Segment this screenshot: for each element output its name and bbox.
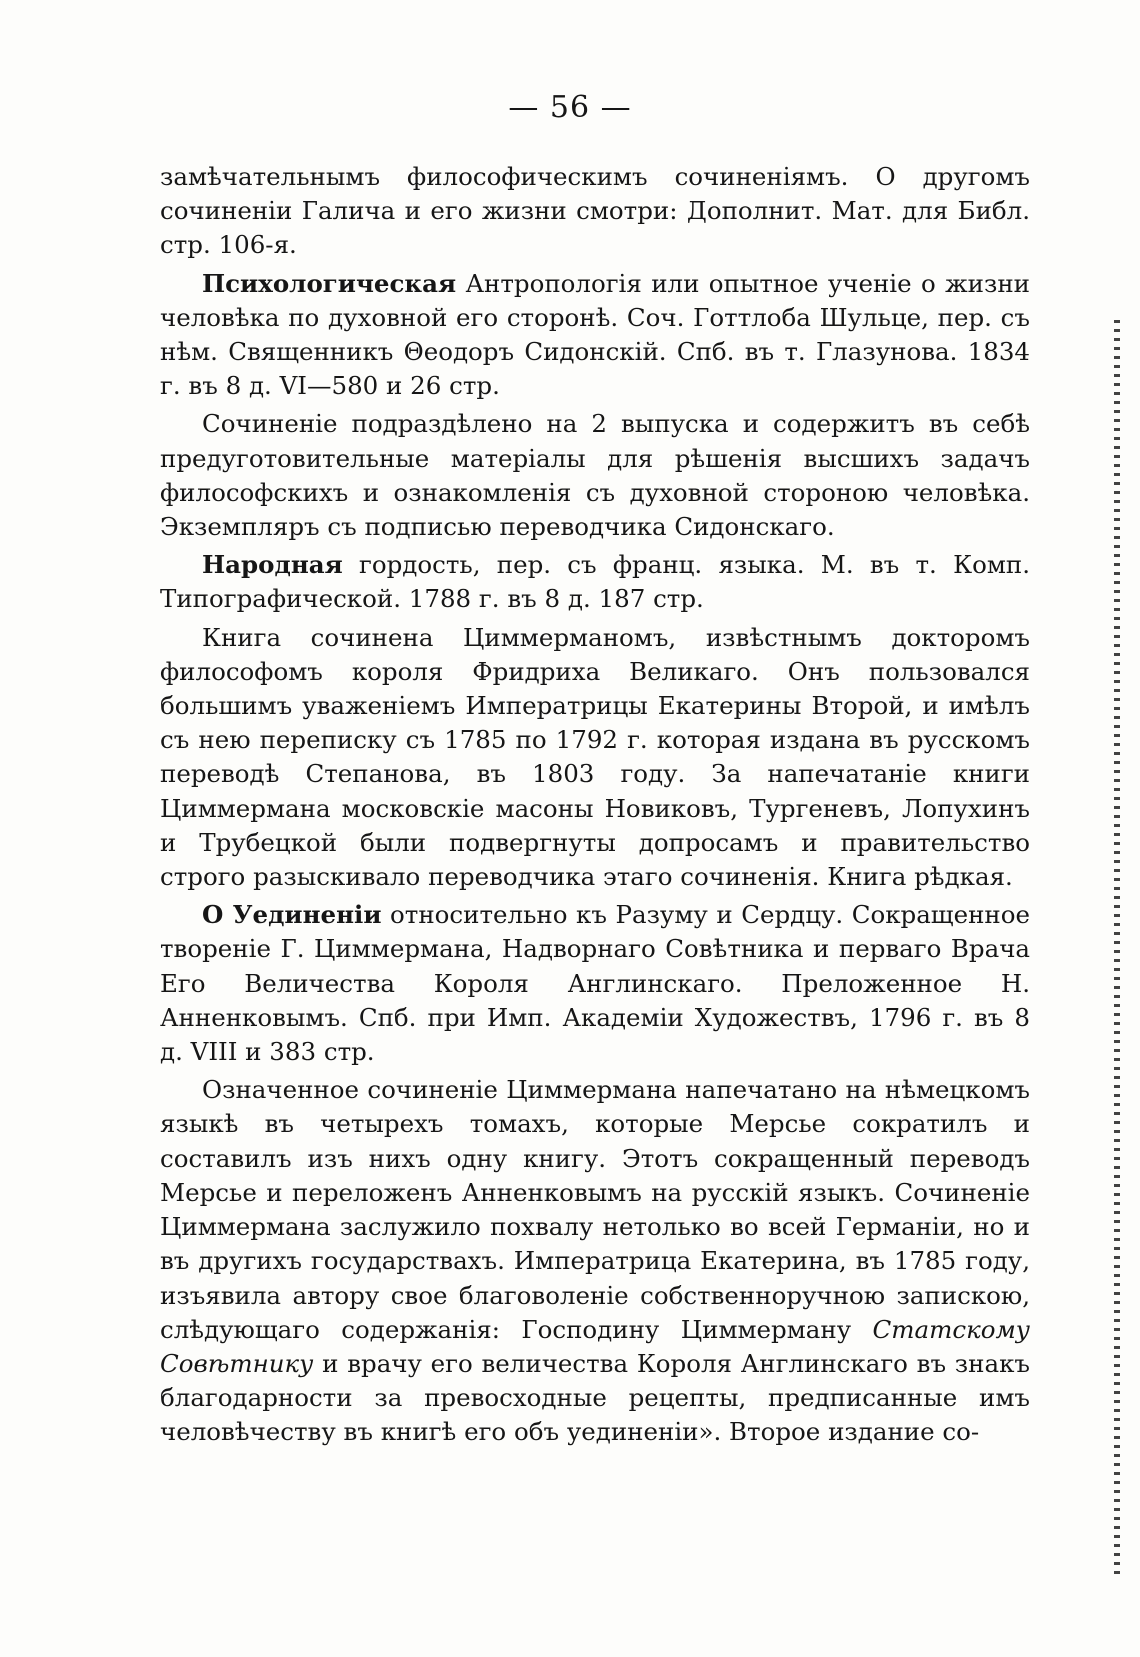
text-block bbox=[160, 160, 1030, 1454]
entry-description bbox=[160, 407, 1030, 544]
binding-edge bbox=[1114, 320, 1120, 1580]
italic-quote: Статскому Совѣтнику bbox=[160, 1314, 1030, 1378]
bibliography-entry bbox=[160, 548, 1030, 616]
entry-title-lead: Народная bbox=[202, 550, 343, 580]
entry-text: замѣчательнымъ философическимъ сочиненіямъ. О другомъ сочиненіи Галича и его жизни смотри: Дополнит. Мат. для Библ. стр. 106-я. bbox=[160, 162, 1030, 260]
entry-description bbox=[160, 1073, 1030, 1449]
page-number: — 56 — bbox=[508, 90, 632, 125]
entry-text: Книга сочинена Циммерманомъ, извѣстнымъ докторомъ философомъ короля Фридриха Великаго. Онъ пользовался большимъ уваженіемъ Императрицы Екатерины Второй, и имѣлъ съ нею переписку съ 1785 по 1792 г. которая издана въ русскомъ переводѣ Степанова, въ 1803 году. За напечатаніе книги Циммермана московскіе масоны Новиковъ, Тургеневъ, Лопухинъ и Трубецкой были подвергнуты допросамъ и правительство строго разыскивало переводчика этаго сочиненія. Книга рѣдкая. bbox=[160, 622, 1030, 892]
entry-description bbox=[160, 621, 1030, 895]
entry-title-lead: О Уединеніи bbox=[202, 900, 382, 930]
entry-continuation bbox=[160, 160, 1030, 263]
entry-text: и врачу его величества Короля Англинскаго въ знакъ благодарности за превосходные рецепты, предписанные имъ человѣчеству въ книгѣ его объ уединеніи». Второе издание со- bbox=[160, 1348, 1030, 1447]
entry-text: гордость, пер. съ франц. языка. М. въ т. Комп. Типографической. 1788 г. въ 8 д. 187 стр. bbox=[160, 550, 1030, 614]
entry-text: относительно къ Разуму и Сердцу. Сокращенное твореніе Г. Циммермана, Надворнаго Совѣтника и перваго Врача Его Величества Короля Англинскаго. Преложенное Н. Анненковымъ. Спб. при Имп. Академіи Художествъ, 1796 г. въ 8 д. VIII и 383 стр. bbox=[160, 900, 1030, 1067]
bibliography-entry bbox=[160, 267, 1030, 404]
entry-text: Сочиненіе подраздѣлено на 2 выпуска и содержитъ въ себѣ предуготовительные матеріалы для рѣшенія высшихъ задачъ философскихъ и ознакомленія съ духовной стороною человѣка. Экземпляръ съ подписью переводчика Сидонскаго. bbox=[160, 409, 1030, 542]
entry-text: Антропологія или опытное ученіе о жизни человѣка по духовной его сторонѣ. Соч. Готтлоба Шульце, пер. съ нѣм. Священникъ Θеодоръ Сидонскій. Спб. въ т. Глазунова. 1834 г. въ 8 д. VI—580 и 26 стр. bbox=[160, 268, 1030, 401]
entry-title-lead: Психологическая bbox=[202, 268, 457, 298]
entry-text: Означенное сочиненіе Циммермана напечатано на нѣмецкомъ языкѣ въ четырехъ томахъ, которые Мерсье сократилъ и составилъ изъ нихъ одну книгу. Этотъ сокращенный переводъ Мерсье и переложенъ Анненковымъ на русскій языкъ. Сочиненіе Циммермана заслужило похвалу нетолько во всей Германіи, но и въ другихъ государствахъ. Императрица Екатерина, въ 1785 году, изъявила автору свое благоволеніе собственноручною запискою, слѣдующаго содержанія: Господину Циммерману bbox=[160, 1075, 1030, 1344]
bibliography-entry bbox=[160, 898, 1030, 1069]
